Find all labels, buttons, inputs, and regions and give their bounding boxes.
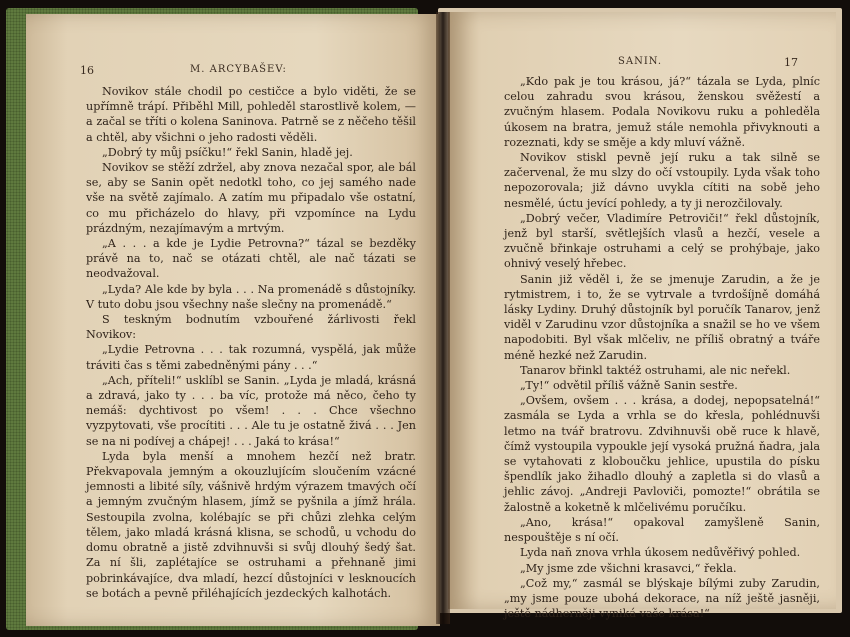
page-text	[504, 74, 820, 621]
paragraph: „Kdo pak je tou krásou, já?“ tázala se Lyda, plníc celou zahradu svou krásou, ženskou svěžestí a zvučným hlasem. Podala Novikovu ruku a pohleděla úkosem na bratra, jemuž stále nemohla přivyknouti a rozeznati, kdy se směje a kdy mluví vážně.	[504, 75, 820, 149]
book-gutter	[436, 12, 450, 624]
paragraph: „Dobrý večer, Vladimíre Petroviči!“ řekl důstojník, jenž byl starší, světlejších vlasů a hezčí, vesele a zvučně břinkaje ostruhami a celý se prohýbaje, jako ohnivý veselý hřebec.	[504, 211, 820, 271]
paragraph: Lyda byla menší a mnohem hezčí než bratr. Překvapovala jemným a okouzlujícím sloučením vzácné jemnosti a libité síly, vášnivě hrdým výrazem tmavých očí a jemným zvučným hlasem, jímž se pyšnila a jímž hrála. Sestoupila zvolna, kolébajíc se při chůzi zlehka celým tělem, jako mladá krásná klisna, se schodů, u vchodu do domu obratně a jistě zdvihnuvši si svůj dlouhý šedý šat. Za ní šli, zaplétajíce se ostruhami a přehnaně jimi pobrinkávajíce, dva mladí, hezcí důstojníci v lesknoucích se botách a pevně přiléhajících jezdeckých kalhotách.	[86, 449, 416, 600]
paragraph: „Lyda? Ale kde by byla . . . Na promenádě s důstojníky. V tuto dobu jsou všechny naše slečny na promenádě.“	[86, 282, 416, 311]
paragraph: „Ty!“ odvětil příliš vážně Sanin sestře.	[520, 379, 738, 393]
paragraph: „Dobrý ty můj psíčku!“ řekl Sanin, hladě jej.	[102, 145, 353, 159]
paragraph: „My jsme zde všichni krasavci,“ řekla.	[520, 561, 737, 575]
paragraph: Sanin již věděl i, že se jmenuje Zarudin, a že je rytmistrem, i to, že se vytrvale a tvrdošíjně domáhá lásky Lydiny. Druhý důstojník byl poručík Tanarov, jenž viděl v Zarudinu vzor důstojníka a snažil se ho ve všem napodobiti. Byl však mlčeliv, ne příliš obratný a tváře méně hezké než Zarudin.	[504, 272, 820, 362]
paragraph: „Lydie Petrovna . . . tak rozumná, vyspělá, jak může tráviti čas s těmi zabedněnými pány . . .“	[86, 343, 416, 372]
paragraph: S teskným bodnutím vzbouřené žárlivosti řekl Novikov:	[86, 313, 416, 342]
right-page	[448, 12, 836, 621]
paragraph: Novikov se stěží zdržel, aby znova nezačal spor, ale bál se, aby se Sanin opět nedotkl toho, co jej samého nade vše na světě zajímalo. A zatím mu připadalo vše ostatní, co mu přicházelo do hlavy, při vzpomínce na Lydu prázdným, nezajímavým a mrtvým.	[86, 161, 416, 235]
paragraph: Lyda naň znova vrhla úkosem nedůvěřivý pohled.	[520, 546, 801, 560]
paragraph: „Ach, příteli!“ usklíbl se Sanin. „Lyda je mladá, krásná a zdravá, jako ty . . . ba víc, protože má něco, čeho ty nemáš: dychtivost po všem! . . . Chce všechno vyzpytovati, vše procítiti . . . Ale tu je ostatně živá . . . Jen se na ni podívej a chápej! . . . Jaká to krása!“	[86, 373, 416, 448]
page-text	[86, 84, 416, 601]
page-number: 17	[784, 56, 798, 69]
paragraph: Tanarov břinkl taktéž ostruhami, ale nic neřekl.	[520, 363, 791, 377]
left-page	[26, 14, 440, 626]
paragraph: „Ano, krása!“ opakoval zamyšleně Sanin, nespouštěje s ní očí.	[504, 515, 820, 545]
paragraph: „Což my,“ zasmál se blýskaje bílými zuby Zarudin, „my jsme pouze ubohá dekorace, na níž ještě jasněji, ještě nádherněji vyniká vaše krása!“	[504, 576, 820, 621]
paragraph: „A . . . a kde je Lydie Petrovna?“ tázal se bezděky právě na to, nač se otázati chtěl, ale nač tázati se neodvažoval.	[86, 237, 416, 281]
page-number: 16	[80, 64, 94, 77]
paragraph: „Ovšem, ovšem . . . krása, a dodej, nepopsatelná!“ zasmála se Lyda a vrhla se do křesla, pohlédnuvši letmo na tvář bratrovu. Zdvihnuvši obě ruce k hlavě, čímž vystoupila vypoukle její vysoká pružná ňadra, jala se vytahovati z kloboučku jehlice, upustila do písku špendlík jako žihadlo dlouhý a zapletla si do vlasů a jehlic závoj. „Andreji Pavloviči, pomozte!“ obrátila se žalostně a koketně k mlčelivému poručíku.	[504, 394, 820, 514]
running-head: M. ARCYBAŠEV:	[190, 64, 287, 75]
paragraph: Novikov stiskl pevně její ruku a tak silně se začervenal, že mu slzy do očí vstoupily. Lyda však toho nepozorovala; již dávno uvykla cítiti na sobě jeho nesmělé, úctu jevící pohledy, a ty ji nerozčilovaly.	[504, 151, 820, 210]
running-head: SANIN.	[618, 56, 663, 67]
paragraph: Novikov stále chodil po cestičce a bylo viděti, že se upřímně trápí. Přiběhl Mill, pohleděl starostlivě kolem, — a začal se tříti o kolena Saninova. Patrně se z něčeho těšil a chtěl, aby všichni o jeho radosti věděli.	[86, 85, 416, 144]
